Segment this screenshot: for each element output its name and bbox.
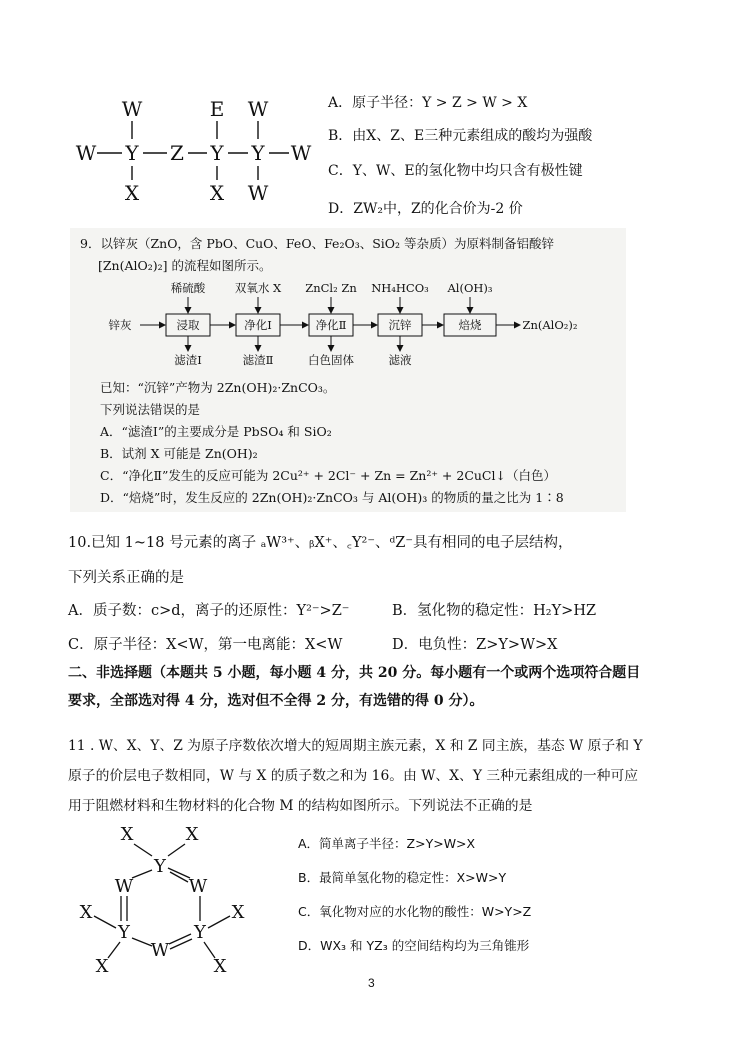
q11-atom-x-bottom-left: X [95, 956, 109, 977]
q9-reagent-1: 稀硫酸 [170, 281, 206, 295]
q11-atom-x-left: X [79, 902, 93, 923]
section2-heading-line2: 要求，全部选对得 4 分，选对但不全得 2 分，有选错的得 0 分）。 [68, 693, 484, 709]
q9-output-3: 白色固体 [308, 353, 354, 367]
q9-option-c: C．“净化Ⅱ”发生的反应可能为 2Cu²⁺ + 2Cl⁻ + Zn = Zn²⁺ + 2CuCl↓（白色） [100, 468, 556, 483]
q11-option-c: C．氧化物对应的水化物的酸性：W>Y>Z [298, 904, 532, 919]
q11-option-d: D．WX₃ 和 YZ₃ 的空间结构均为三角锥形 [298, 938, 530, 953]
section2-heading-line1: 二、非选择题（本题共 5 小题，每小题 4 分，共 20 分。每小题有一个或两个选项符合题目 [68, 665, 641, 681]
q9-option-b: B．试剂 X 可能是 Zn(OH)₂ [100, 446, 258, 461]
q11-atom-x-top-right: X [185, 824, 199, 845]
q10-option-d: D．电负性：Z>Y>W>X [392, 637, 558, 653]
q10-option-a: A．质子数：c>d，离子的还原性：Y²⁻>Z⁻ [68, 603, 350, 619]
q11-atom-y-left: Y [118, 922, 130, 943]
q11-atom-y-top: Y [154, 856, 166, 877]
q9-option-a: A．“滤渣Ⅰ”的主要成分是 PbSO₄ 和 SiO₂ [100, 424, 332, 439]
q9-question: 下列说法错误的是 [100, 402, 201, 417]
q10-stem-line1: 10.已知 1~18 号元素的离子 ₐW³⁺、ᵦX⁺、꜀Y²⁻、ᵈZ⁻具有相同的电子层结构， [68, 535, 573, 551]
q8-option-c: C．Y、W、E的氢化物中均只含有极性键 [328, 163, 583, 179]
q9-output-1: 滤渣Ⅰ [174, 353, 202, 367]
q8-atom-w-bottom-right: W [247, 181, 269, 205]
q11-stem-line3: 用于阻燃材料和生物材料的化合物 M 的结构如图所示。下列说法不正确的是 [68, 798, 533, 814]
q11-atom-x-top-left: X [120, 824, 134, 845]
q9-step-4: 沉锌 [388, 318, 412, 332]
q8-atom-y1: Y [125, 141, 139, 165]
q8-option-d: D．ZW₂中，Z的化合价为-2 价 [328, 201, 523, 217]
q10-option-c: C．原子半径：X<W，第一电离能：X<W [68, 637, 343, 653]
q8-atom-x-bottom-mid: X [209, 181, 225, 205]
q9-step-3: 净化Ⅱ [315, 318, 347, 332]
q8-atom-y3: Y [251, 141, 265, 165]
q9-stem-line1: 9．以锌灰（ZnO，含 PbO、CuO、FeO、Fe₂O₃、SiO₂ 等杂质）为原料制备铝酸锌 [80, 236, 555, 251]
q9-stem-line2: [Zn(AlO₂)₂] 的流程如图所示。 [98, 258, 272, 273]
page-number: 3 [368, 976, 375, 990]
q9-end-label: Zn(AlO₂)₂ [522, 318, 578, 332]
q11-atom-x-bottom-right: X [213, 956, 227, 977]
q8-atom-x-bottom-left: X [124, 181, 140, 205]
q10-option-b: B．氢化物的稳定性：H₂Y>HZ [392, 603, 597, 619]
q8-atom-w-right: W [290, 141, 312, 165]
q8-atom-z: Z [170, 141, 184, 165]
q11-stem-line2: 原子的价层电子数相同，W 与 X 的质子数之和为 16。由 W、X、Y 三种元素组成的一种可应 [68, 768, 639, 784]
q8-option-a: A．原子半径：Y > Z > W > X [328, 95, 528, 111]
q11-atom-y-right: Y [194, 922, 206, 943]
q9-reagent-5: Al(OH)₃ [447, 281, 493, 295]
q9-known: 已知：“沉锌”产物为 2Zn(OH)₂·ZnCO₃。 [100, 380, 336, 395]
q11-atom-w-right: W [188, 876, 208, 897]
q9-step-1: 浸取 [176, 318, 200, 332]
q8-atom-y2: Y [210, 141, 224, 165]
q9-option-d: D．“焙烧”时，发生反应的 2Zn(OH)₂·ZnCO₃ 与 Al(OH)₃ 的物质的量之比为 1∶8 [100, 490, 564, 505]
q11-atom-w-bottom: W [150, 940, 170, 961]
q11-structure-diagram [72, 820, 272, 980]
q11-atom-w-left: W [114, 876, 134, 897]
q9-reagent-4: NH₄HCO₃ [371, 281, 429, 295]
q11-atom-x-right: X [231, 902, 245, 923]
q9-output-4: 滤液 [388, 353, 412, 367]
q9-start-label: 锌灰 [108, 318, 132, 332]
q8-atom-w-left: W [75, 141, 97, 165]
q11-stem-line1: 11 . W、X、Y、Z 为原子序数依次增大的短周期主族元素，X 和 Z 同主族，基态 W 原子和 Y [68, 738, 643, 754]
q8-atom-w-top-right: W [247, 97, 269, 121]
q8-structure-diagram [70, 88, 320, 218]
q9-flowchart [100, 278, 590, 370]
q11-option-a: A．简单离子半径：Z>Y>W>X [298, 836, 476, 851]
q11-option-b: B．最简单氢化物的稳定性：X>W>Y [298, 870, 507, 885]
q9-reagent-2: 双氧水 X [234, 281, 282, 295]
q10-stem-line2: 下列关系正确的是 [68, 570, 184, 586]
q9-output-2: 滤渣Ⅱ [242, 353, 274, 367]
q9-reagent-3: ZnCl₂ Zn [305, 281, 357, 295]
q8-option-b: B．由X、Z、E三种元素组成的酸均为强酸 [328, 128, 593, 144]
q8-atom-w-top-left: W [121, 97, 143, 121]
q9-step-5: 焙烧 [458, 318, 482, 332]
q9-step-2: 净化Ⅰ [244, 318, 272, 332]
q8-atom-e: E [209, 97, 225, 121]
